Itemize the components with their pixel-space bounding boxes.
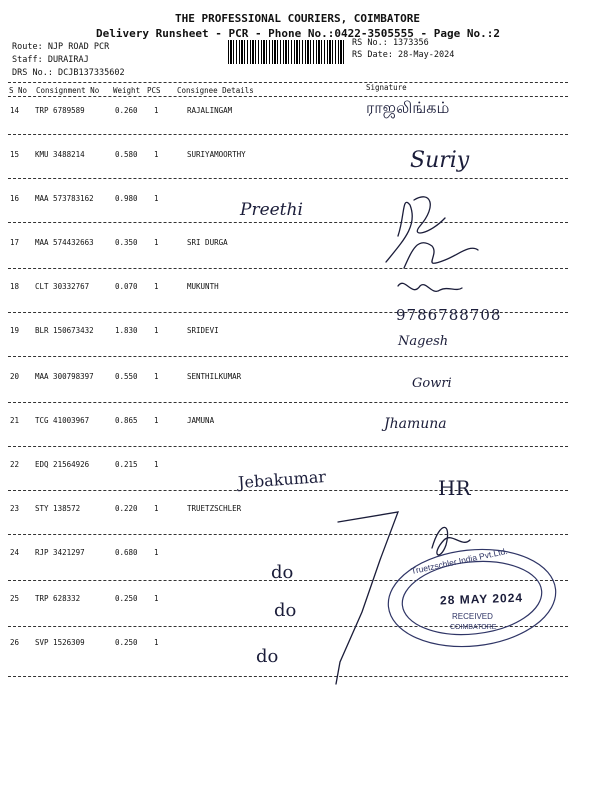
- row-pcs: 1: [154, 594, 159, 603]
- row-weight: 0.070: [115, 282, 138, 291]
- col-sno: S No: [9, 86, 28, 95]
- row-weight: 0.580: [115, 150, 138, 159]
- row-pcs: 1: [154, 548, 159, 557]
- handwritten-name-row-22: Jebakumar: [237, 466, 327, 493]
- runsheet-subtitle: Delivery Runsheet - PCR - Phone No.:0422-3505555 - Page No.:2: [96, 27, 500, 40]
- row-consignee: SRI DURGA: [187, 238, 228, 247]
- row-sno: 19: [10, 326, 20, 335]
- route-label: Route: NJP ROAD PCR: [12, 42, 110, 52]
- company-title: THE PROFESSIONAL COURIERS, COIMBATORE: [175, 12, 421, 25]
- row-sno: 20: [10, 372, 20, 381]
- col-pcs: PCS: [147, 86, 161, 95]
- row-sno: 15: [10, 150, 20, 159]
- row-pcs: 1: [154, 238, 159, 247]
- row-weight: 0.215: [115, 460, 138, 469]
- stamp-company: Truetzschler India Pvt.Ltd.: [410, 545, 509, 577]
- signature-row-21: Jhamuna: [384, 416, 447, 432]
- row-pcs: 1: [154, 326, 159, 335]
- row-sno: 17: [10, 238, 20, 247]
- signature-row-14: ராஜலிங்கம்: [366, 98, 450, 117]
- row-weight: 1.830: [115, 326, 138, 335]
- row-weight: 0.250: [115, 638, 138, 647]
- row-sno: 22: [10, 460, 20, 469]
- row-consignee: TRUETZSCHLER: [187, 504, 242, 513]
- row-consignment: MAA 573783162: [35, 194, 94, 203]
- row-consignment: CLT 30332767: [35, 282, 90, 291]
- rs-date: RS Date: 28-May-2024: [352, 50, 455, 60]
- staff-label: Staff: DURAIRAJ: [12, 55, 89, 65]
- row-consignment: TRP 628332: [35, 594, 81, 603]
- row-consignment: MAA 574432663: [35, 238, 94, 247]
- ditto-mark-row-25: do: [274, 600, 297, 621]
- stamp-date: 28 MAY 2024: [439, 590, 524, 608]
- row-consignment: TRP 6789589: [35, 106, 85, 115]
- row-pcs: 1: [154, 194, 159, 203]
- row-sno: 16: [10, 194, 20, 203]
- row-weight: 0.980: [115, 194, 138, 203]
- row-sno: 23: [10, 504, 20, 513]
- row-pcs: 1: [154, 372, 159, 381]
- drs-label: DRS No.: DCJB137335602: [12, 68, 125, 78]
- row-consignment: KMU 3488214: [35, 150, 85, 159]
- row-weight: 0.865: [115, 416, 138, 425]
- row-consignment: EDQ 21564926: [35, 460, 90, 469]
- row-weight: 0.550: [115, 372, 138, 381]
- ditto-mark-row-26: do: [256, 646, 279, 667]
- row-pcs: 1: [154, 416, 159, 425]
- signature-row-15: Suriy: [410, 148, 470, 173]
- row-sno: 25: [10, 594, 20, 603]
- col-consignee: Consignee Details: [177, 86, 254, 95]
- stamp-received: RECEIVED: [452, 612, 493, 621]
- row-consignment: BLR 150673432: [35, 326, 94, 335]
- row-pcs: 1: [154, 150, 159, 159]
- row-pcs: 1: [154, 282, 159, 291]
- stamp-city: COIMBATORE: [450, 624, 497, 631]
- row-weight: 0.220: [115, 504, 138, 513]
- row-sno: 14: [10, 106, 20, 115]
- row-sno: 26: [10, 638, 20, 647]
- row-pcs: 1: [154, 638, 159, 647]
- row-weight: 0.680: [115, 548, 138, 557]
- row-weight: 0.250: [115, 594, 138, 603]
- signature-row-20: Gowri: [412, 376, 452, 391]
- row-consignee: SENTHILKUMAR: [187, 372, 242, 381]
- signature-row-19: Nagesh: [398, 334, 449, 349]
- row-consignee: MUKUNTH: [187, 282, 219, 291]
- row-consignee: SURIYAMOORTHY: [187, 150, 246, 159]
- row-consignment: RJP 3421297: [35, 548, 85, 557]
- col-consignment: Consignment No: [36, 86, 100, 95]
- row-sno: 24: [10, 548, 20, 557]
- row-consignment: TCG 41003967: [35, 416, 90, 425]
- row-weight: 0.350: [115, 238, 138, 247]
- row-sno: 18: [10, 282, 20, 291]
- row-sno: 21: [10, 416, 20, 425]
- col-weight: Weight: [113, 86, 141, 95]
- row-pcs: 1: [154, 106, 159, 115]
- ditto-mark-row-24: do: [271, 562, 294, 583]
- handwritten-phone: 9786788708: [396, 306, 502, 324]
- row-pcs: 1: [154, 504, 159, 513]
- row-weight: 0.260: [115, 106, 138, 115]
- rs-number: RS No.: 1373356: [352, 38, 429, 48]
- row-consignee: RAJALINGAM: [187, 106, 233, 115]
- row-consignment: STY 138572: [35, 504, 81, 513]
- row-pcs: 1: [154, 460, 159, 469]
- signature-row-22: HR: [438, 476, 471, 500]
- row-consignment: SVP 1526309: [35, 638, 85, 647]
- row-consignee: JAMUNA: [187, 416, 215, 425]
- row-consignee: SRIDEVI: [187, 326, 219, 335]
- col-signature: Signature: [366, 83, 407, 92]
- row-consignment: MAA 300798397: [35, 372, 94, 381]
- handwritten-name-row-16: Preethi: [240, 200, 303, 220]
